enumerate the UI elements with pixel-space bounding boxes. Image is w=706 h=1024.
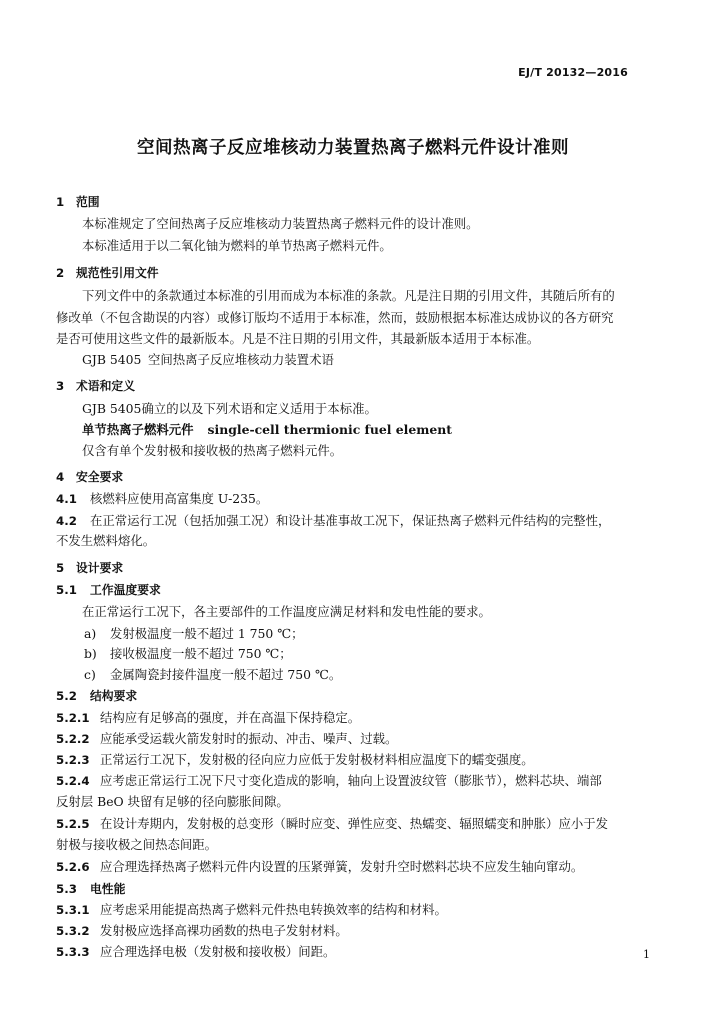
list-text: 接收极温度一般不超过 750 ℃； (110, 646, 292, 661)
paragraph: 在正常运行工况下，各主要部件的工作温度应满足材料和发电性能的要求。 (82, 604, 491, 619)
clause-number: 5.2 (56, 689, 77, 703)
clause-number: 5.2.5 (56, 817, 90, 831)
clause-5-2-5 (56, 816, 608, 832)
clause-number: 4.2 (56, 514, 77, 528)
clause-text: 在正常运行工况（包括加强工况）和设计基准事故工况下，保证热离子燃料元件结构的完整性， (90, 513, 611, 528)
clause-number: 5.1 (56, 583, 77, 597)
clause-5-2-2 (56, 731, 397, 747)
clause-5-3-1 (56, 902, 447, 918)
paragraph: GJB 5405确立的以及下列术语和定义适用于本标准。 (82, 401, 377, 416)
reference-title: 空间热离子反应堆核动力装置术语 (148, 352, 334, 367)
section-title: 设计要求 (76, 561, 124, 575)
section-1-heading (56, 194, 100, 210)
term-chinese: 单节热离子燃料元件 (82, 422, 194, 437)
list-label: a) (84, 626, 97, 641)
section-number: 1 (56, 195, 65, 209)
standard-number: EJ/T 20132—2016 (518, 66, 628, 79)
document-title: 空间热离子反应堆核动力装置热离子燃料元件设计准则 (137, 138, 569, 158)
list-label: c) (84, 667, 96, 682)
clause-number: 5.2.6 (56, 860, 90, 874)
clause-number: 5.2.2 (56, 732, 90, 746)
clause-number: 5.3.2 (56, 924, 90, 938)
list-text: 发射极温度一般不超过 1 750 ℃； (110, 626, 304, 641)
clause-number: 5.3.3 (56, 945, 90, 959)
section-3-heading (56, 378, 135, 394)
subsection-title: 工作温度要求 (90, 583, 161, 597)
clause-text: 正常运行工况下，发射极的径向应力应低于发射极材料相应温度下的蠕变强度。 (100, 752, 534, 767)
clause-text: 应合理选择热离子燃料元件内设置的压紧弹簧，发射升空时燃料芯块不应发生轴向窜动。 (100, 859, 584, 874)
list-label: b) (84, 646, 97, 661)
subsection-5-3-heading (56, 881, 125, 897)
section-number: 3 (56, 379, 65, 393)
clause-text: 在设计寿期内，发射极的总变形（瞬时应变、弹性应变、热蠕变、辐照蠕变和肿胀）应小于发 (100, 816, 609, 831)
clause-number: 5.2.1 (56, 711, 90, 725)
clause-continuation: 不发生燃料熔化。 (56, 533, 156, 548)
term-entry (82, 422, 452, 438)
section-number: 5 (56, 561, 65, 575)
list-item (84, 667, 341, 683)
clause-4-1 (56, 491, 268, 507)
clause-continuation: 射极与接收极之间热态间距。 (56, 837, 218, 852)
paragraph-line: 是否可使用这些文件的最新版本。凡是不注日期的引用文件，其最新版本适用于本标准。 (56, 331, 540, 346)
clause-text: 核燃料应使用高富集度 U-235。 (90, 491, 269, 506)
clause-number: 4.1 (56, 492, 77, 506)
section-number: 4 (56, 470, 65, 484)
clause-5-3-2 (56, 923, 348, 939)
clause-number: 5.2.3 (56, 753, 90, 767)
paragraph-line: 下列文件中的条款通过本标准的引用而成为本标准的条款。凡是注日期的引用文件，其随后所有的 (82, 288, 615, 303)
clause-text: 发射极应选择高裸功函数的热电子发射材料。 (100, 923, 348, 938)
clause-5-2-1 (56, 710, 360, 726)
section-5-heading (56, 560, 123, 576)
term-definition: 仅含有单个发射极和接收极的热离子燃料元件。 (82, 443, 343, 458)
section-number: 2 (56, 266, 65, 280)
clause-text: 应考虑正常运行工况下尺寸变化造成的影响，轴向上设置波纹管（膨胀节），燃料芯块、端部 (100, 773, 602, 788)
section-title: 术语和定义 (76, 379, 135, 393)
clause-number: 5.3.1 (56, 903, 90, 917)
clause-5-3-3 (56, 944, 335, 960)
clause-text: 应考虑采用能提高热离子燃料元件热电转换效率的结构和材料。 (100, 902, 447, 917)
list-item (84, 626, 304, 642)
clause-number: 5.2.4 (56, 774, 90, 788)
section-2-heading (56, 265, 159, 281)
clause-text: 应能承受运载火箭发射时的振动、冲击、噪声、过载。 (100, 731, 398, 746)
clause-4-2 (56, 513, 610, 529)
subsection-title: 结构要求 (90, 689, 138, 703)
clause-continuation: 反射层 BeO 块留有足够的径向膨胀间隙。 (56, 794, 289, 809)
clause-5-2-6 (56, 859, 583, 875)
subsection-title: 电性能 (90, 882, 126, 896)
subsection-5-2-heading (56, 688, 137, 704)
page-number: 1 (643, 948, 650, 961)
reference-code: GJB 5405 (82, 352, 142, 367)
paragraph: 本标准适用于以二氧化铀为燃料的单节热离子燃料元件。 (82, 238, 392, 253)
clause-text: 应合理选择电极（发射极和接收极）间距。 (100, 944, 336, 959)
clause-5-2-4 (56, 773, 602, 789)
section-4-heading (56, 469, 123, 485)
list-item (84, 646, 292, 662)
clause-text: 结构应有足够高的强度，并在高温下保持稳定。 (100, 710, 361, 725)
paragraph-line: 修改单（不包含勘误的内容）或修订版均不适用于本标准，然而，鼓励根据本标准达成协议的各方研究 (56, 310, 614, 325)
section-title: 规范性引用文件 (76, 266, 159, 280)
section-title: 安全要求 (76, 470, 124, 484)
normative-reference (82, 352, 334, 368)
clause-5-2-3 (56, 752, 534, 768)
term-english: single-cell thermionic fuel element (207, 422, 453, 437)
clause-number: 5.3 (56, 882, 77, 896)
subsection-5-1-heading (56, 582, 161, 598)
list-text: 金属陶瓷封接件温度一般不超过 750 ℃。 (110, 667, 342, 682)
paragraph: 本标准规定了空间热离子反应堆核动力装置热离子燃料元件的设计准则。 (82, 216, 479, 231)
section-title: 范围 (76, 195, 100, 209)
